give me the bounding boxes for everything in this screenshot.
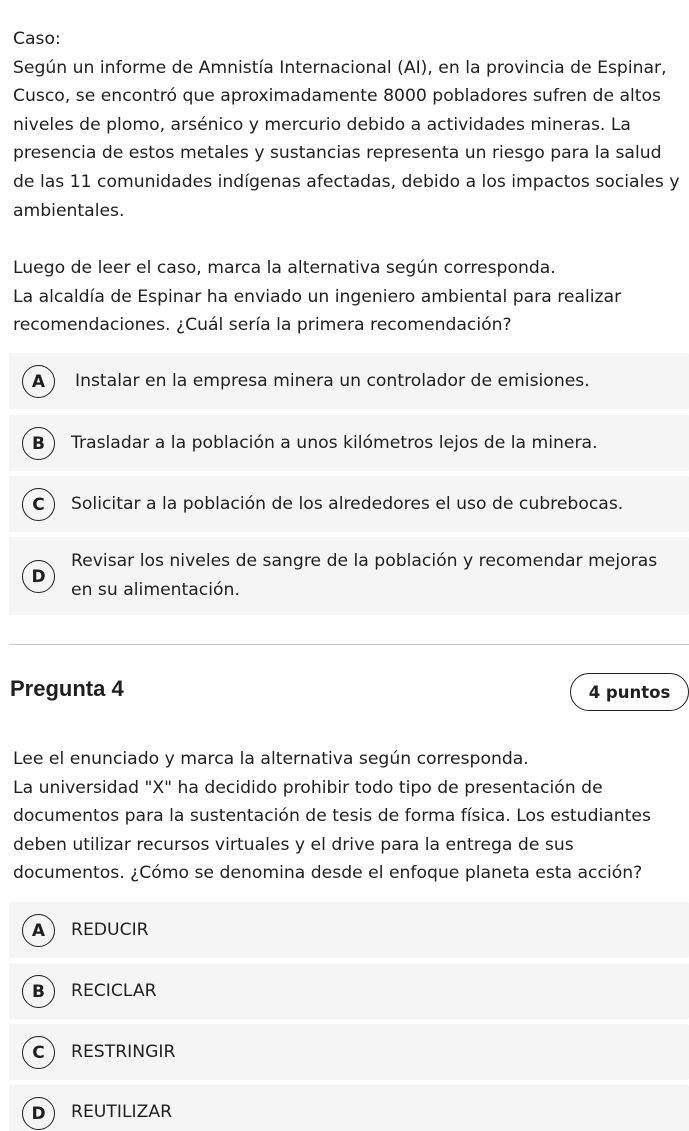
option-text: Solicitar a la población de los alrededores el uso de cubrebocas. [71, 493, 624, 514]
option-text: REUTILIZAR [71, 1102, 173, 1122]
option-c[interactable] [9, 476, 689, 532]
option-letter-badge: D [22, 1097, 55, 1130]
option-text: Trasladar a la población a unos kilómetros lejos de la minera. [71, 432, 598, 453]
option-text: RESTRINGIR [71, 1041, 176, 1062]
question-4-prompt-block [13, 745, 685, 888]
case-text: Según un informe de Amnistía Internacional (AI), en la provincia de Espinar, Cusco, se encontró que aproximadamente 8000 pobladores sufren de altos niveles de plomo, arsénico y mercurio debido a actividades mineras. La presencia de estos metales y sustancias representa un riesgo para la salud de las 11 comunidades indígenas afectadas, debido a los impactos sociales y ambientales. [13, 57, 680, 221]
option-b[interactable] [9, 415, 689, 471]
option-d[interactable] [9, 537, 689, 615]
instruction-text: Lee el enunciado y marca la alternativa según corresponda. [13, 749, 529, 769]
question-prompt: La universidad "X" ha decidido prohibir todo tipo de presentación de documentos para la sustentación de tesis de forma física. Los estudiantes deben utilizar recursos virtuales y el drive para la entrega de sus documentos. ¿Cómo se denomina desde el enfoque planeta esta acción? [13, 777, 651, 884]
option-letter-badge: C [22, 488, 55, 521]
points-badge: 4 puntos [570, 673, 689, 711]
instruction-text: Luego de leer el caso, marca la alternativa según corresponda. [13, 258, 556, 278]
option-letter-badge: B [22, 427, 55, 460]
option-text: Revisar los niveles de sangre de la población y recomendar mejoras en su alimentación. [71, 551, 658, 600]
question-4-title: Pregunta 4 [10, 676, 124, 701]
option-b[interactable] [9, 963, 689, 1019]
option-letter-badge: C [22, 1036, 55, 1069]
option-letter-badge: A [22, 365, 55, 398]
option-letter-badge: B [22, 975, 55, 1008]
question-3-prompt-block [13, 254, 685, 340]
question-3-case [13, 25, 685, 225]
option-text: RECICLAR [71, 980, 157, 1001]
question-prompt: La alcaldía de Espinar ha enviado un ingeniero ambiental para realizar recomendaciones. ¿Cuál sería la primera recomendación? [13, 286, 622, 336]
option-a[interactable] [9, 902, 689, 958]
option-text: REDUCIR [71, 919, 149, 940]
case-label: Caso: [13, 29, 61, 49]
option-text: Instalar en la empresa minera un controlador de emisiones. [75, 370, 590, 391]
option-letter-badge: A [22, 914, 55, 947]
option-d[interactable] [9, 1085, 689, 1131]
option-letter-badge: D [22, 560, 55, 593]
option-a[interactable] [9, 353, 689, 409]
section-divider [9, 644, 689, 645]
option-c[interactable] [9, 1024, 689, 1080]
